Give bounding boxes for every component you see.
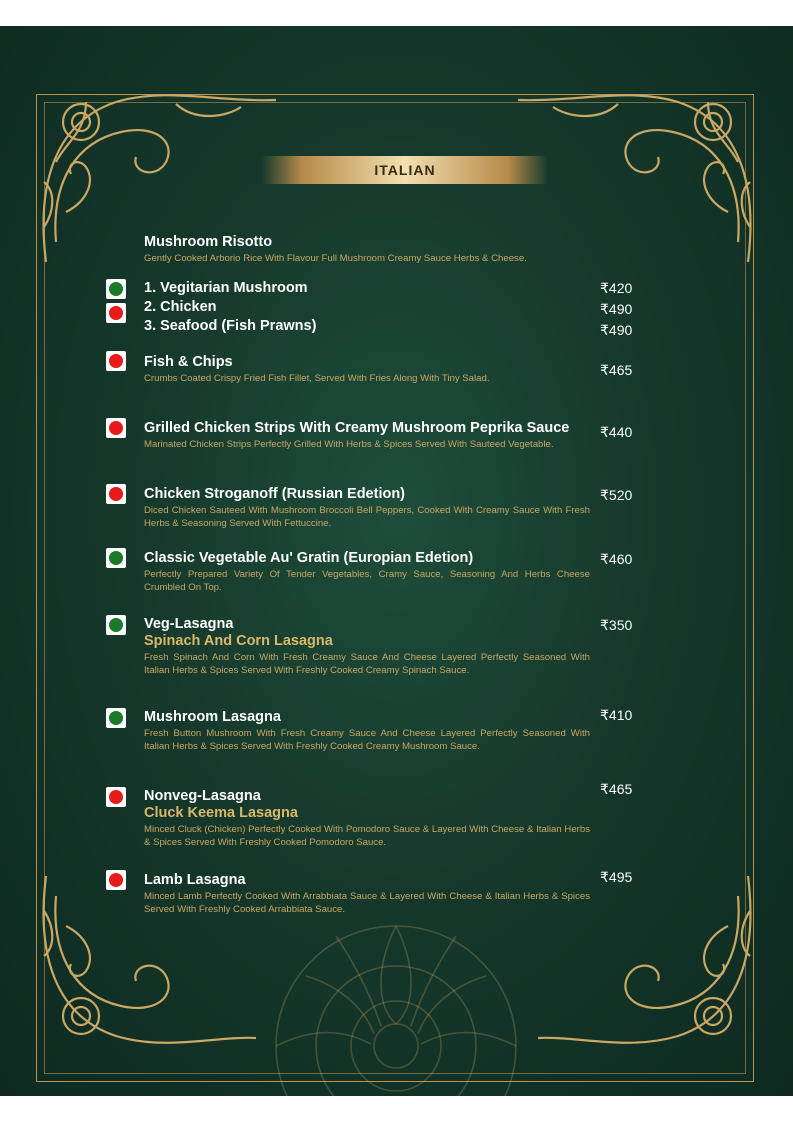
nonveg-indicator-icon bbox=[106, 484, 126, 504]
item-name: Fish & Chips bbox=[144, 354, 233, 370]
risotto-option: 3. Seafood (Fish Prawns) bbox=[144, 318, 317, 334]
item-description: Fresh Button Mushroom With Fresh Creamy Sauce And Cheese Layered Perfectly Seasoned With Italian Herbs & Spices Served With Freshly Cooked Creamy Mushroom Sauce. bbox=[144, 728, 590, 752]
section-title: ITALIAN bbox=[374, 162, 436, 178]
item-description: Gently Cooked Arborio Rice With Flavour Full Mushroom Creamy Sauce Herbs & Cheese. bbox=[144, 253, 527, 264]
menu-item bbox=[144, 616, 590, 677]
item-description: Diced Chicken Sauteed With Mushroom Broccoli Bell Peppers, Cooked With Creamy Sauce With Fresh Herbs & Seasoning Served With Fettuccine. bbox=[144, 505, 590, 529]
item-description: Minced Cluck (Chicken) Perfectly Cooked With Pomodoro Sauce & Layered With Cheese & Italian Herbs & Spices Served With Freshly Cooked Pomodoro Sauce. bbox=[144, 824, 590, 848]
item-price: ₹350 bbox=[600, 617, 633, 633]
nonveg-indicator-icon bbox=[106, 870, 126, 890]
menu-item-mushroom-risotto bbox=[144, 234, 590, 265]
veg-indicator-icon bbox=[106, 279, 126, 299]
item-price: ₹520 bbox=[600, 487, 633, 503]
item-name: Nonveg-Lasagna bbox=[144, 788, 261, 804]
veg-indicator-icon bbox=[106, 548, 126, 568]
risotto-option: 1. Vegitarian Mushroom bbox=[144, 280, 308, 296]
nonveg-indicator-icon bbox=[106, 303, 126, 323]
nonveg-indicator-icon bbox=[106, 418, 126, 438]
veg-indicator-icon bbox=[106, 615, 126, 635]
risotto-option: 2. Chicken bbox=[144, 299, 217, 315]
item-price: ₹490 bbox=[600, 301, 633, 317]
menu-item bbox=[144, 354, 590, 385]
item-name: Veg-Lasagna bbox=[144, 616, 234, 632]
item-price: ₹495 bbox=[600, 869, 633, 885]
veg-indicator-icon bbox=[106, 708, 126, 728]
menu-item bbox=[144, 420, 590, 451]
item-description: Perfectly Prepared Variety Of Tender Vegetables, Cramy Sauce, Seasoning And Herbs Cheese Crumbled On Top. bbox=[144, 569, 590, 593]
item-name: Mushroom Lasagna bbox=[144, 709, 281, 725]
item-name: Lamb Lasagna bbox=[144, 872, 246, 888]
nonveg-indicator-icon bbox=[106, 351, 126, 371]
item-name: Chicken Stroganoff (Russian Edetion) bbox=[144, 486, 406, 502]
item-subtitle: Cluck Keema Lasagna bbox=[144, 805, 298, 821]
item-price: ₹460 bbox=[600, 551, 633, 567]
item-description: Fresh Spinach And Corn With Fresh Creamy Sauce And Cheese Layered Perfectly Seasoned With Italian Herbs & Spices Served With Freshly Cooked Creamy Spinach Sauce. bbox=[144, 652, 590, 676]
item-price: ₹420 bbox=[600, 280, 633, 296]
item-price: ₹490 bbox=[600, 322, 633, 338]
item-subtitle: Spinach And Corn Lasagna bbox=[144, 633, 333, 649]
item-name: Classic Vegetable Au' Gratin (Europian Edetion) bbox=[144, 550, 474, 566]
item-description: Crumbs Coated Crispy Fried Fish Fillet, Served With Fries Along With Tiny Salad. bbox=[144, 373, 490, 384]
mandala-watermark bbox=[246, 806, 546, 1096]
item-description: Marinated Chicken Strips Perfectly Grilled With Herbs & Spices Served With Sauteed Vegetable. bbox=[144, 439, 554, 450]
item-price: ₹465 bbox=[600, 362, 633, 378]
item-name: Grilled Chicken Strips With Creamy Mushroom Peprika Sauce bbox=[144, 420, 570, 436]
item-price: ₹465 bbox=[600, 781, 633, 797]
menu-item bbox=[144, 550, 590, 594]
item-name: Mushroom Risotto bbox=[144, 234, 273, 250]
item-price: ₹440 bbox=[600, 424, 633, 440]
menu-item bbox=[144, 486, 590, 530]
nonveg-indicator-icon bbox=[106, 787, 126, 807]
item-price: ₹410 bbox=[600, 707, 633, 723]
item-description: Minced Lamb Perfectly Cooked With Arrabbiata Sauce & Layered With Cheese & Italian Herbs & Spices Served With Freshly Cooked Arrabbiata Sauce. bbox=[144, 891, 590, 915]
menu-item bbox=[144, 788, 590, 849]
menu-item bbox=[144, 709, 590, 753]
section-header bbox=[262, 156, 548, 184]
menu-item bbox=[144, 872, 590, 916]
